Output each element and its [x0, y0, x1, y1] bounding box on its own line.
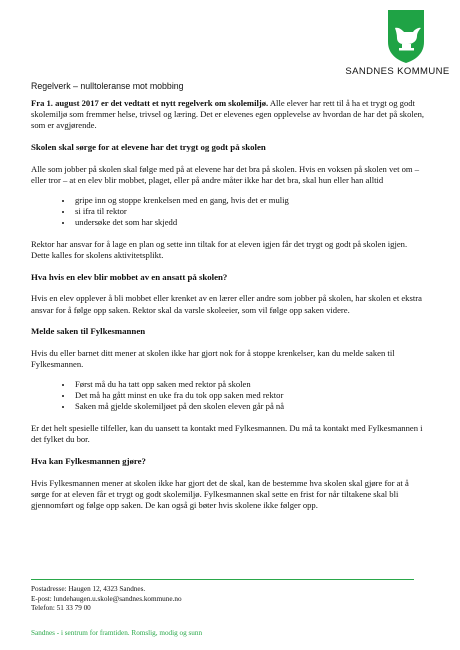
list-item: • undersøke det som har skjedd	[73, 217, 425, 228]
section-heading-governor-actions: Hva kan Fylkesmannen gjøre?	[31, 455, 146, 466]
footer-phone: Telefon: 51 33 79 00	[31, 604, 91, 613]
section-paragraph: Hvis en elev opplever å bli mobbet eller krenket av en lærer eller andre som jobber på skolen, har skolen et ekstra ansvar for å følge opp saken. Rektor skal da varsle skoleeier, som vil følge opp saken videre.	[31, 293, 422, 315]
intro-text: Alle elever har rett til å ha et trygt og godt skolemiljø som fremmer helse, trivsel og læring. Det er elevenes egen opplevelse av hvordan de har det på skolen, som er avgjørende.	[31, 98, 425, 131]
organization-name: SANDNES KOMMUNE	[345, 66, 450, 77]
document-title: Regelverk – nulltoleranse mot mobbing	[31, 81, 184, 91]
list-item: • Det må ha gått minst en uke fra du tok opp saken med rektor	[73, 390, 425, 401]
section-paragraph: Er det helt spesielle tilfeller, kan du uansett ta kontakt med Fylkesmannen. Du må ta kontakt med Fylkesmannen i det fylket du bor.	[31, 423, 423, 445]
section-paragraph: Rektor har ansvar for å lage en plan og sette inn tiltak for at eleven igjen får det trygt og godt på skolen igjen. Dette kalles for skolens aktivitetsplikt.	[31, 238, 408, 261]
section-heading-safe-school: Skolen skal sørge for at elevene har det trygt og godt på skolen	[31, 142, 266, 153]
section-heading-bullied-by-staff: Hva hvis en elev blir mobbet av en ansatt på skolen?	[31, 271, 228, 282]
footer-slogan: Sandnes - i sentrum for framtiden. Romslig, modig og sunn	[31, 629, 203, 637]
bullet-list-report-conditions	[31, 379, 425, 413]
section-heading-report-to-governor: Melde saken til Fylkesmannen	[31, 326, 146, 337]
section-paragraph: Alle som jobber på skolen skal følge med på at elevene har det bra på skolen. Hvis en voksen på skolen vet om – eller tror – at en elev blir mobbet, plaget, eller på andre måter ikke har det bra, skal hun eller han alltid	[31, 163, 420, 186]
document-body	[31, 98, 425, 522]
sandnes-coat-of-arms-icon	[386, 8, 426, 64]
footer-email: E-post: lundehaugen.u.skole@sandnes.kommune.no	[31, 594, 182, 603]
footer-divider	[31, 579, 414, 580]
list-item: • gripe inn og stoppe krenkelsen med en gang, hvis det er mulig	[73, 195, 425, 206]
list-item: • si ifra til rektor	[73, 206, 425, 217]
footer-contact	[31, 585, 182, 614]
list-item: • Saken må gjelde skolemiljøet på den skolen eleven går på nå	[73, 401, 425, 412]
intro-bold-lead: Fra 1. august 2017 er det vedtatt et nytt regelverk om skolemiljø.	[31, 98, 269, 108]
section-paragraph: Hvis Fylkesmannen mener at skolen ikke har gjort det de skal, kan de bestemme hva skolen skal gjøre for at å sørge for at eleven får et trygt og godt skolemiljø. Fylkesmannen skal sette en frist for når tiltakene skal bli gjennomført og følge opp saken. De kan også gi bøter hvis skolene ikke følger opp.	[31, 477, 409, 511]
list-item: • Først må du ha tatt opp saken med rektor på skolen	[73, 379, 425, 390]
section-paragraph: Hvis du eller barnet ditt mener at skolen ikke har gjort nok for å stoppe krenkelser, kan du melde saken til Fylkesmannen.	[31, 348, 395, 370]
bullet-list-staff-duties	[31, 195, 425, 229]
intro-paragraph	[31, 98, 425, 132]
footer-address: Postadresse: Haugen 12, 4323 Sandnes.	[31, 585, 146, 593]
